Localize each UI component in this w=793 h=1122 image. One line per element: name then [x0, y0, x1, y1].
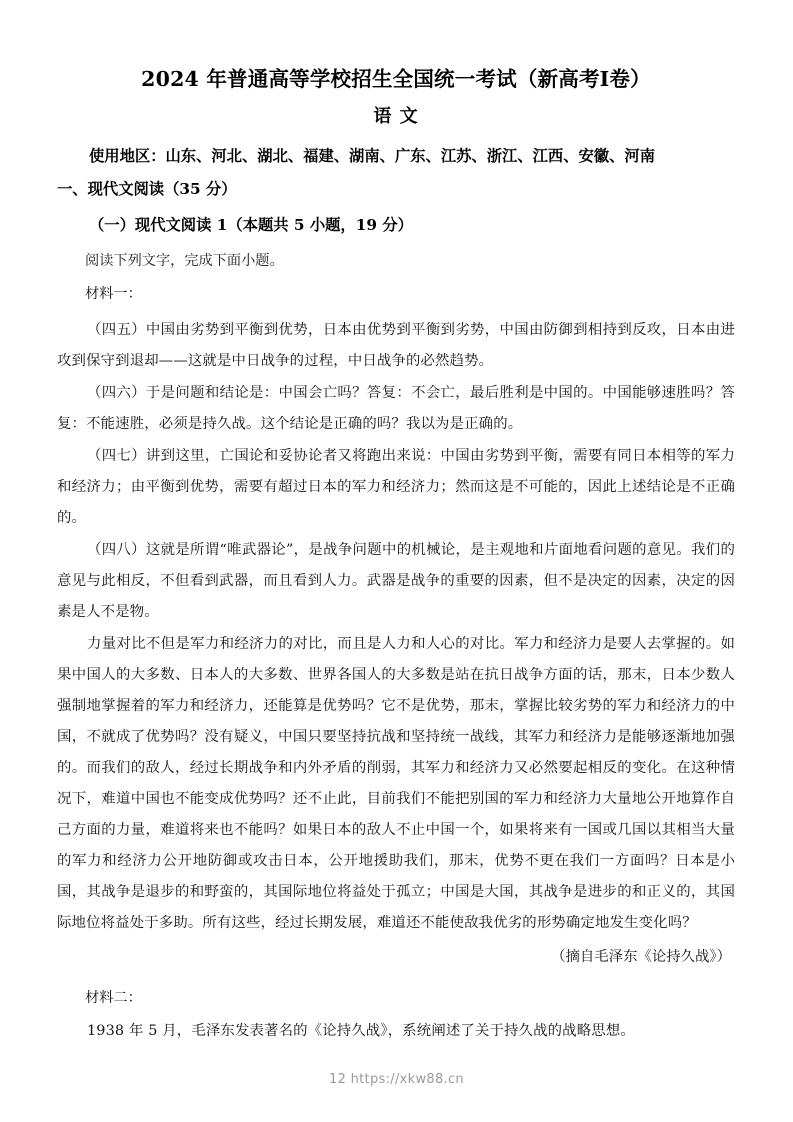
- material-one-label: 材料一：: [85, 286, 142, 302]
- material-one-paragraph: （四五）中国由劣势到平衡到优势，日本由优势到平衡到劣势，中国由防御到相持到反攻，日本由进攻到保守到退却——这就是中日战争的过程，中日战争的必然趋势。: [57, 322, 735, 369]
- material-one-paragraph: （四六）于是问题和结论是：中国会亡吗？答复：不会亡，最后胜利是中国的。中国能够速胜吗？答复：不能速胜，必须是持久战。这个结论是正确的吗？我以为是正确的。: [57, 385, 735, 432]
- subsection-heading-reading-one: （一）现代文阅读 1（本题共 5 小题，19 分）: [89, 216, 413, 234]
- material-one-paragraph: （四七）讲到这里，亡国论和妥协论者又将跑出来说：中国由劣势到平衡，需要有同日本相等的军力和经济力；由平衡到优势，需要有超过日本的军力和经济力；然而这是不可能的，因此上述结论是不正确的。: [57, 448, 735, 526]
- subject-title: 语 文: [373, 106, 419, 127]
- page-title: 2024 年普通高等学校招生全国统一考试（新高考Ⅰ卷）: [141, 67, 651, 91]
- page-watermark: 12 https://xkw88.cn: [329, 1072, 464, 1087]
- section-heading-modern-reading: 一、现代文阅读（35 分）: [57, 180, 237, 198]
- material-one-paragraph: 力量对比不但是军力和经济力的对比，而且是人力和人心的对比。军力和经济力是要人去掌握的。如果中国人的大多数、日本人的大多数、世界各国人的大多数是站在抗日战争方面的话，那末，日本少数人强制地掌握着的军力和经济力，还能算是优势吗？它不是优势，那末，掌握比较劣势的军力和经济力的中国，不就成了优势吗？没有疑义，中国只要坚持抗战和坚持统一战线，其军力和经济力是能够逐渐地加强的。而我们的敌人，经过长期战争和内外矛盾的削弱，其军力和经济力又必然要起相反的变化。在这种情况下，难道中国也不能变成优势吗？还不止此，目前我们不能把别国的军力和经济力大量地公开地算作自己方面的力量，难道将来也不能吗？如果日本的敌人不止中国一个，如果将来有一国或几国以其相当大量的军力和经济力公开地防御或攻击日本，公开地援助我们，那末，优势不更在我们一方面吗？日本是小国，其战争是退步的和野蛮的，其国际地位将益处于孤立；中国是大国，其战争是进步的和正义的，其国际地位将益处于多助。所有这些，经过长期发展，难道还不能使敌我优劣的形势确定地发生变化吗？: [57, 636, 735, 931]
- material-two-paragraph: 1938 年 5 月，毛泽东发表著名的《论持久战》，系统阐述了关于持久战的战略思想。: [87, 1023, 635, 1039]
- reading-instruction: 阅读下列文字，完成下面小题。: [85, 253, 284, 269]
- material-one-paragraph: （四八）这就是所谓“唯武器论”，是战争问题中的机械论，是主观地和片面地看问题的意见。我们的意见与此相反，不但看到武器，而且看到人力。武器是战争的重要的因素，但不是决定的因素，决定的因素是人不是物。: [57, 542, 735, 620]
- usage-regions-line: 使用地区：山东、河北、湖北、福建、湖南、广东、江苏、浙江、江西、安徽、河南: [89, 147, 655, 165]
- material-two-label: 材料二：: [85, 990, 142, 1006]
- document-content: [57, 0, 735, 1047]
- material-one-attribution: （摘自毛泽东《论持久战》）: [551, 949, 731, 965]
